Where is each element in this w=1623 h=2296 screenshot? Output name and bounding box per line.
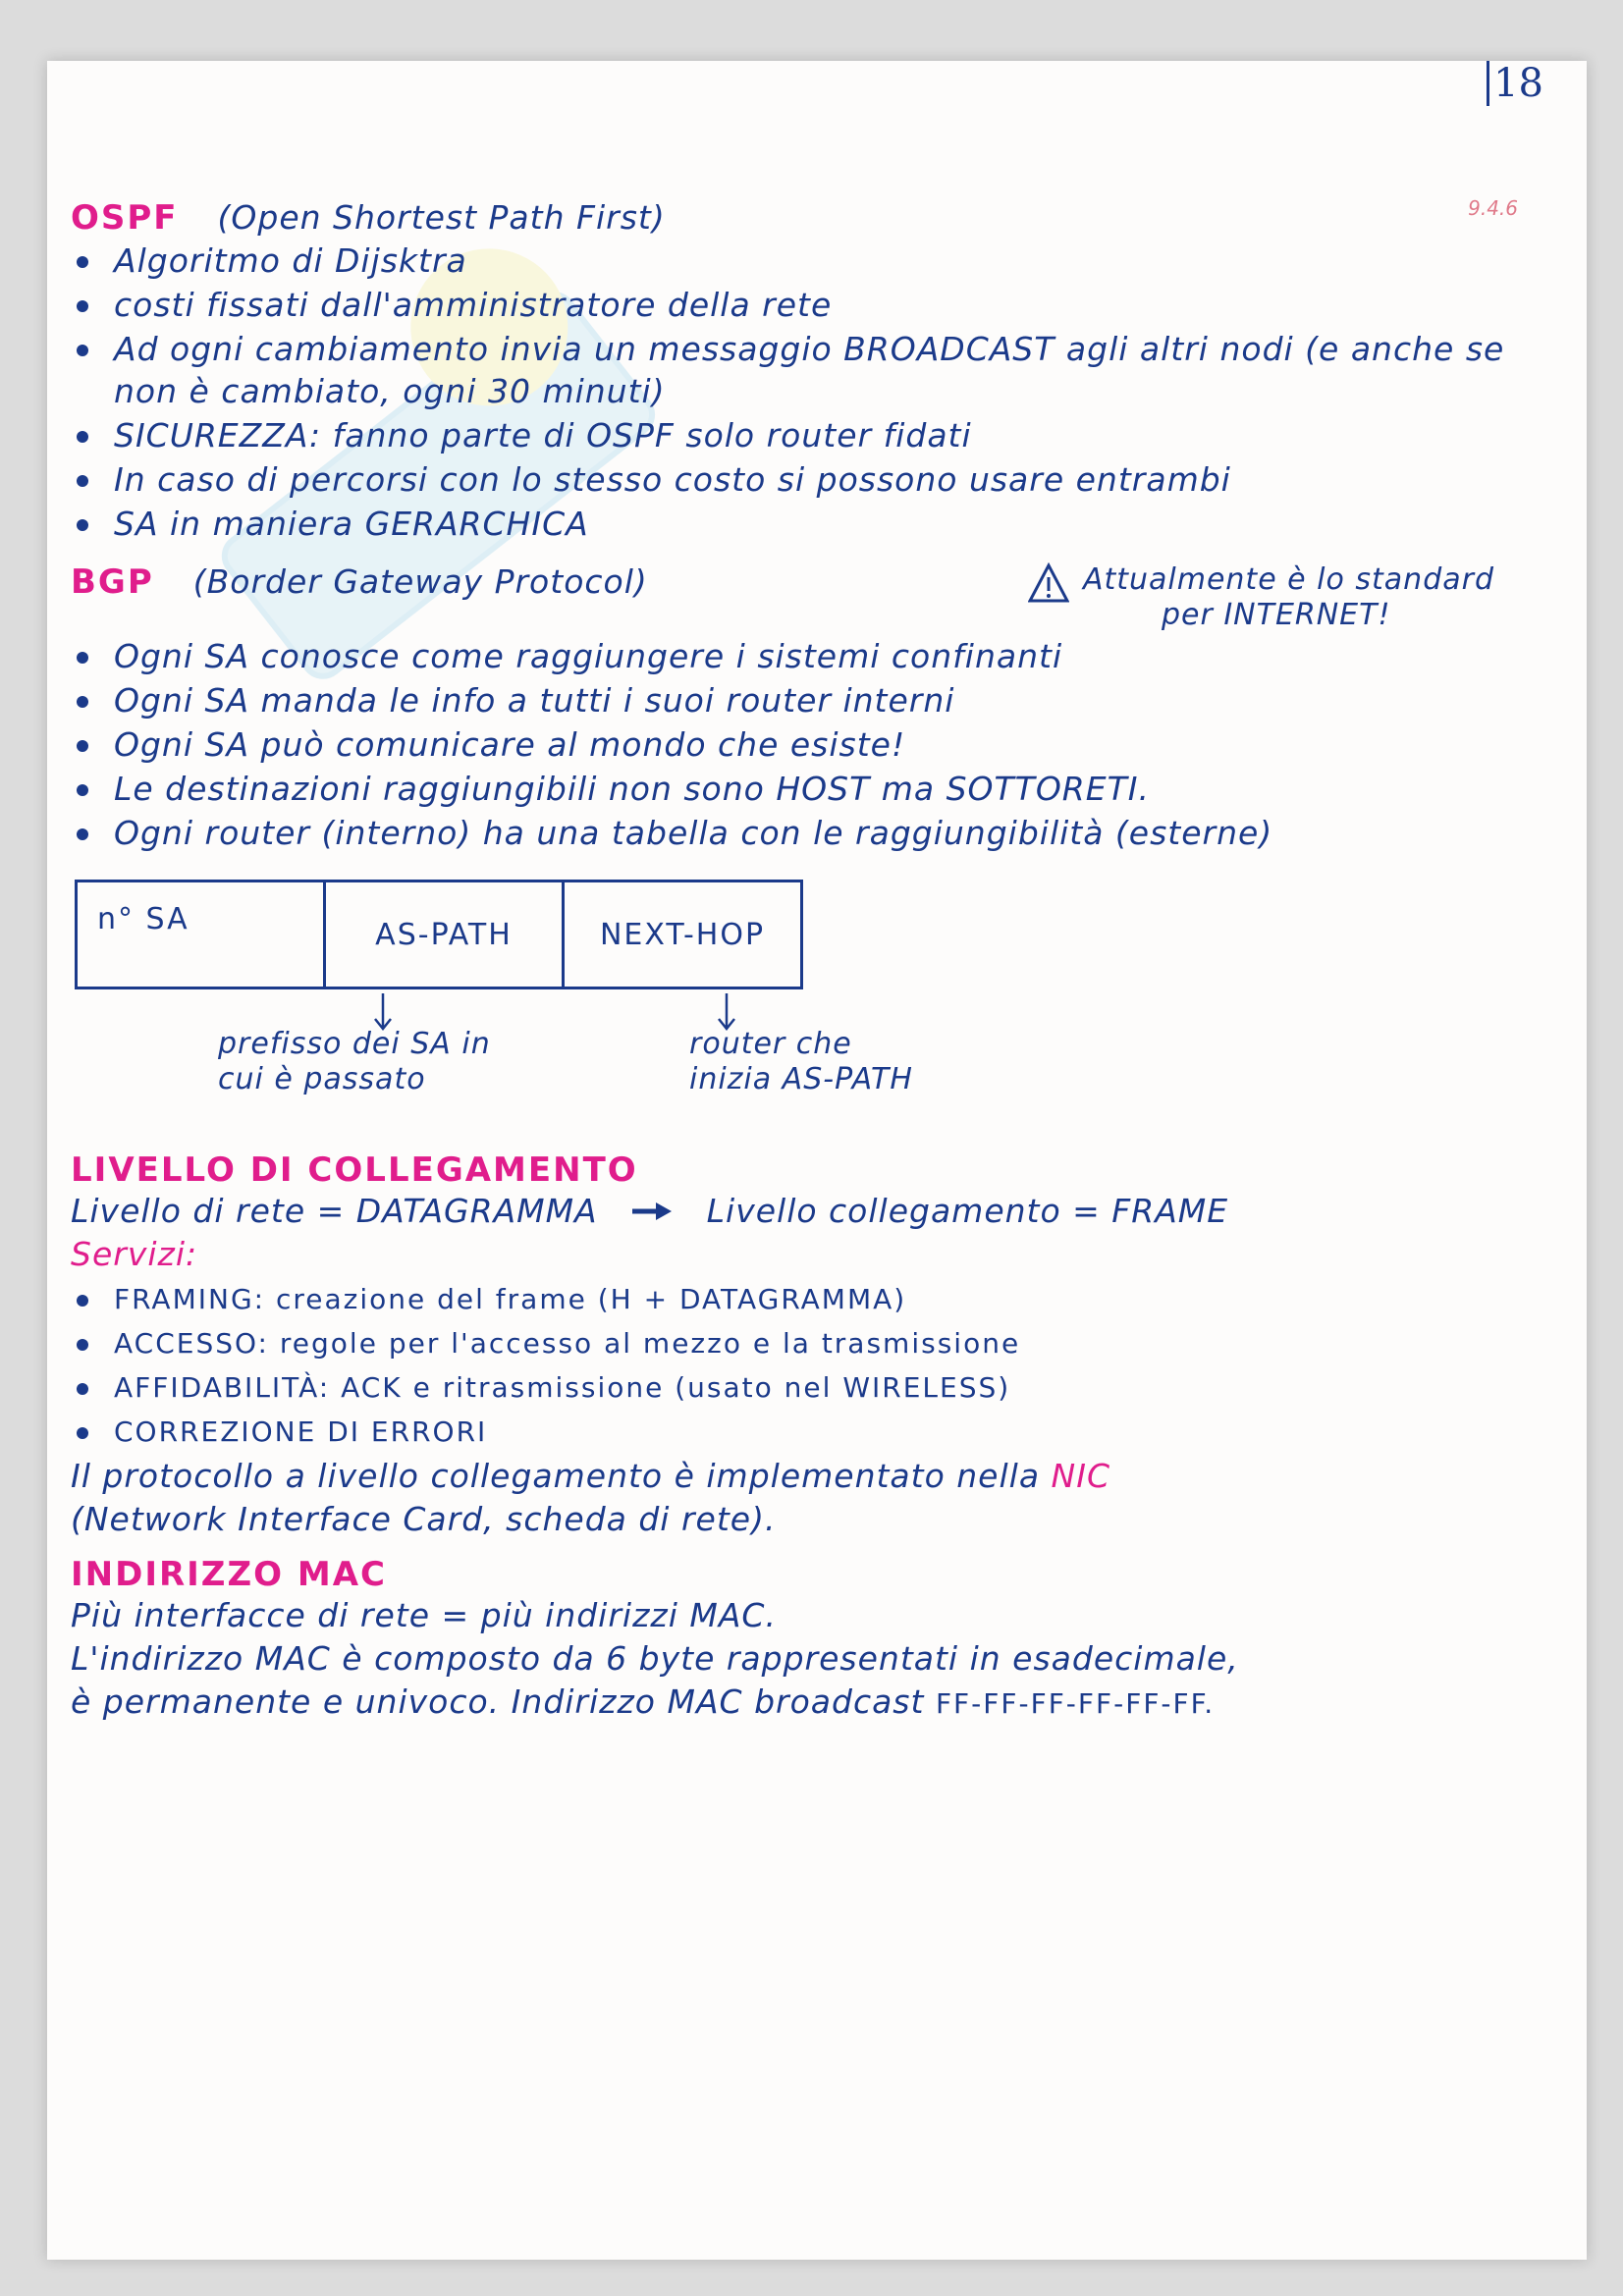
aspath-note-line-1: prefisso dei SA in (218, 1027, 491, 1061)
list-item-tail: i sistemi confinanti (735, 637, 1063, 675)
ospf-subtitle: (Open Shortest Path First) (217, 198, 666, 237)
mac-heading: INDIRIZZO MAC (71, 1555, 387, 1594)
nic-line-2: (Network Interface Card, scheda di rete). (71, 1500, 777, 1538)
warning-text (1083, 562, 1494, 633)
layer-comparison (71, 1190, 1543, 1233)
bgp-head (71, 562, 1534, 633)
list-item: AFFIDABILITÀ: ACK e ritrasmissione (usato nel WIRELESS) (71, 1366, 1543, 1409)
warning-line-1: Attualmente è lo standard (1082, 562, 1494, 597)
services-list (71, 1278, 1543, 1453)
warning-icon (1028, 562, 1069, 604)
list-item: CORREZIONE DI ERRORI (71, 1411, 1543, 1453)
list-item: Le destinazioni raggiungibili non sono HOST ma SOTTORETI. (71, 768, 1543, 810)
bgp-subtitle: (Border Gateway Protocol) (192, 562, 648, 601)
mac-line-1: Più interfacce di rete = più indirizzi MAC. (71, 1596, 777, 1634)
ospf-section (71, 198, 1543, 545)
nic-label: NIC (1051, 1457, 1111, 1495)
table-row (77, 881, 802, 988)
nic-line (71, 1455, 1543, 1498)
arrow-right-icon (630, 1201, 674, 1222)
table-annotations (71, 993, 1543, 1111)
list-item: FRAMING: creazione del frame (H + DATAGRAMMA) (71, 1278, 1543, 1320)
bgp-heading: BGP (71, 562, 154, 602)
aspath-note (218, 1027, 491, 1097)
mac-line-2: L'indirizzo MAC è composto da 6 byte rappresentati in esadecimale, (71, 1639, 1239, 1678)
list-item (71, 635, 1543, 677)
list-item: Ogni SA manda le info a tutti i suoi router interni (71, 679, 1543, 721)
ospf-heading: OSPF (71, 198, 179, 238)
notes-content (71, 188, 1543, 1726)
nexthop-note-line-2: inizia AS-PATH (689, 1062, 913, 1096)
bgp-routing-table (75, 880, 803, 989)
services-label: Servizi: (71, 1235, 198, 1273)
livello-heading: LIVELLO DI COLLEGAMENTO (71, 1150, 638, 1190)
livello-section (71, 1150, 1543, 1541)
list-item: ACCESSO: regole per l'accesso al mezzo e la trasmissione (71, 1322, 1543, 1364)
nexthop-note-line-1: router che (689, 1027, 852, 1061)
list-item: Ogni SA può comunicare al mondo che esiste! (71, 723, 1543, 766)
nexthop-note (689, 1027, 913, 1097)
list-item-text: Ogni SA conosce come raggiungere (114, 637, 726, 675)
bgp-list (71, 635, 1543, 854)
page-number: 18 (1487, 61, 1543, 106)
mac-line-3 (71, 1681, 1543, 1726)
table-cell-aspath: AS-PATH (325, 881, 564, 988)
list-item: costi fissati dall'amministratore della rete (71, 284, 1543, 326)
mac-broadcast-address: FF-FF-FF-FF-FF-FF. (935, 1687, 1216, 1720)
list-item: SICUREZZA: fanno parte di OSPF solo router fidati (71, 414, 1543, 456)
bgp-heading-row (71, 562, 648, 602)
list-item: SA in maniera GERARCHICA (71, 503, 1543, 545)
notebook-page (47, 61, 1587, 2260)
table-cell-sa: n° SA (77, 881, 325, 988)
ospf-list (71, 240, 1543, 545)
nic-text: Il protocollo a livello collegamento è implementato nella (71, 1457, 1041, 1495)
aspath-note-line-2: cui è passato (218, 1062, 426, 1096)
list-item: Ogni router (interno) ha una tabella con le raggiungibilità (esterne) (71, 812, 1543, 854)
warning-note (1028, 562, 1494, 633)
corner-mark: 9.4.6 (1468, 196, 1518, 220)
bgp-section (71, 562, 1543, 1111)
list-item: Algoritmo di Dijsktra (71, 240, 1543, 282)
warning-line-2: per INTERNET! (1161, 598, 1391, 632)
link-layer-text: Livello collegamento = FRAME (706, 1192, 1229, 1230)
list-item: In caso di percorsi con lo stesso costo si possono usare entrambi (71, 458, 1543, 501)
mac-line-3-text: è permanente e univoco. Indirizzo MAC broadcast (71, 1682, 925, 1721)
list-item: Ad ogni cambiamento invia un messaggio BROADCAST agli altri nodi (e anche se non è cambiato, ogni 30 minuti) (71, 328, 1543, 412)
table-cell-nexthop: NEXT-HOP (564, 881, 802, 988)
ospf-heading-row (71, 198, 1543, 238)
mac-section (71, 1555, 1543, 1726)
network-layer-text: Livello di rete = DATAGRAMMA (71, 1192, 598, 1230)
